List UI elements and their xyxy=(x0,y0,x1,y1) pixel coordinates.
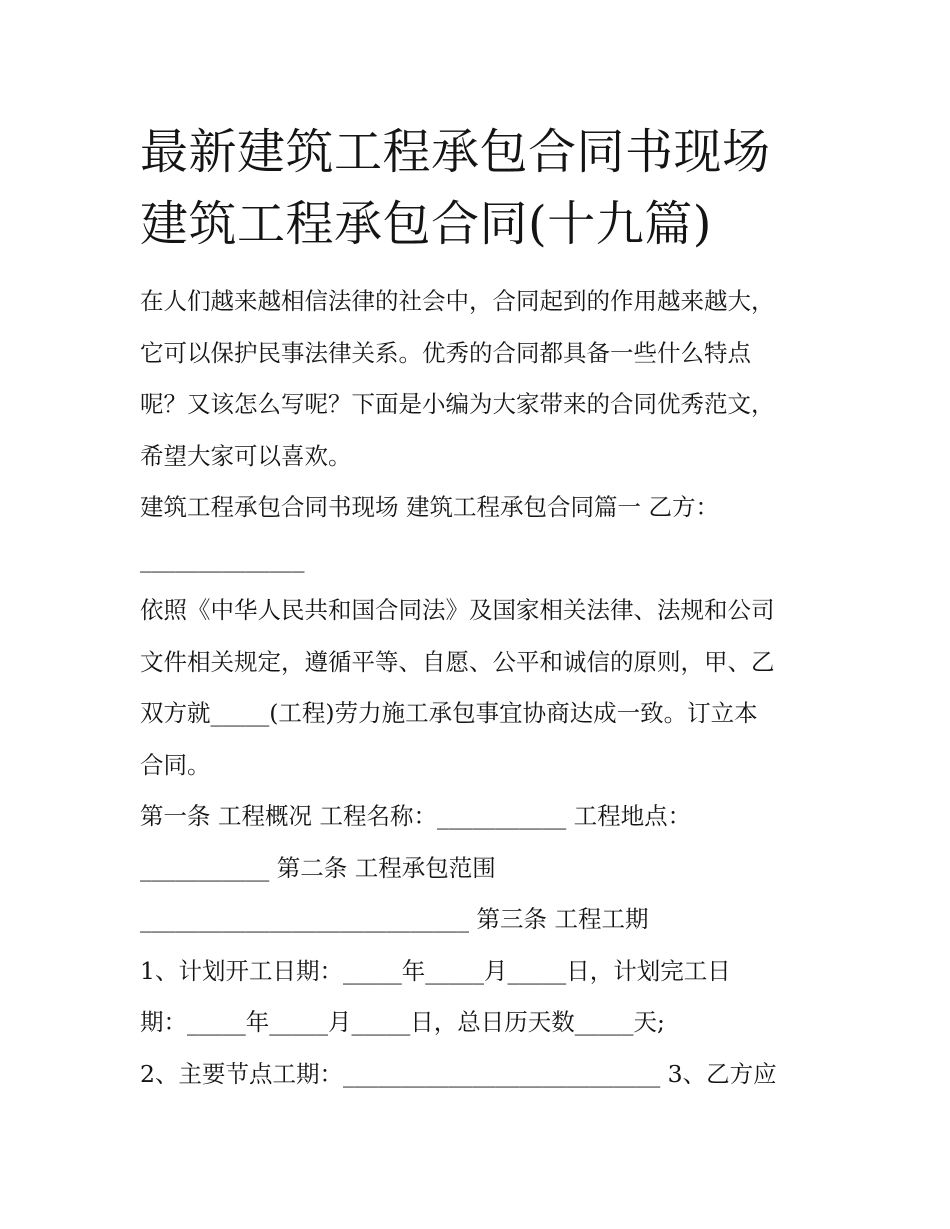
body-line: 它可以保护民事法律关系。优秀的合同都具备一些什么特点 xyxy=(140,338,751,367)
body-line: 合同。 xyxy=(140,750,211,779)
body-line: 文件相关规定，遵循平等、自愿、公平和诚信的原则，甲、乙 xyxy=(140,647,775,676)
title-line-1: 最新建筑工程承包合同书现场 xyxy=(140,124,771,180)
body-line: 希望大家可以喜欢。 xyxy=(140,441,352,470)
body-line: 1、计划开工日期：_____年_____月_____日，计划完工日 xyxy=(140,956,731,985)
body-line: 双方就_____(工程)劳力施工承包事宜协商达成一致。订立本 xyxy=(140,699,758,727)
body-line: 2、主要节点工期：___________________________ 3、乙方应 xyxy=(140,1059,777,1088)
blank-field-line: ______________ xyxy=(140,544,305,573)
document-body xyxy=(140,276,840,1100)
body-line: 在人们越来越相信法律的社会中，合同起到的作用越来越大， xyxy=(140,287,775,315)
body-line: ___________ 第二条 工程承包范围 xyxy=(140,853,496,882)
body-line: ____________________________ 第三条 工程工期 xyxy=(140,905,649,933)
body-line: 呢？又该怎么写呢？下面是小编为大家带来的合同优秀范文， xyxy=(140,390,775,418)
body-line: 第一条 工程概况 工程名称：___________ 工程地点： xyxy=(140,802,692,830)
body-line: 期：_____年_____月_____日，总日历天数_____天; xyxy=(140,1008,665,1036)
title-line-2: 建筑工程承包合同(十九篇) xyxy=(140,196,712,252)
document-title xyxy=(140,116,840,260)
body-line: 建筑工程承包合同书现场 建筑工程承包合同篇一 乙方： xyxy=(140,493,719,521)
body-line: 依照《中华人民共和国合同法》及国家相关法律、法规和公司 xyxy=(140,596,775,624)
